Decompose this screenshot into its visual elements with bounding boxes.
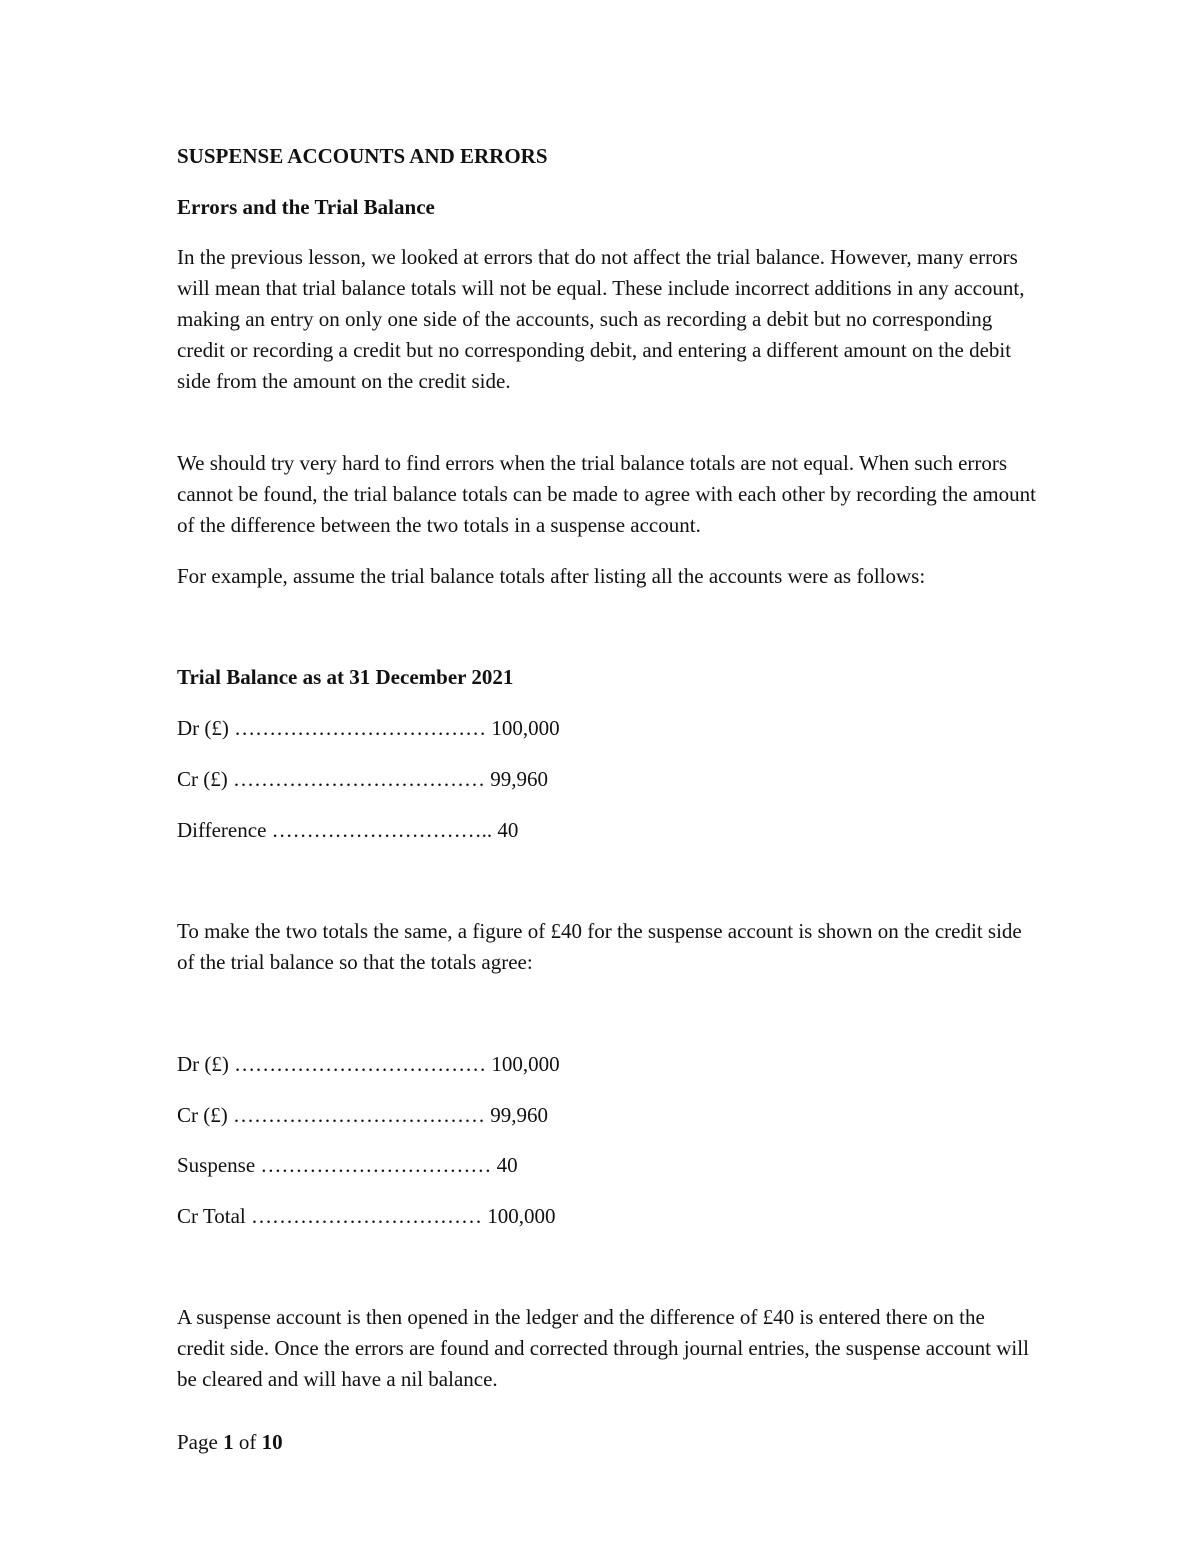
- footer-current-page: 1: [223, 1430, 234, 1454]
- footer-of-word: of: [238, 1430, 257, 1454]
- trial-balance-heading: Trial Balance as at 31 December 2021: [177, 665, 514, 689]
- trial-balance-difference-line: Difference ………………………….. 40: [177, 818, 519, 842]
- adjustment-paragraph: To make the two totals the same, a figure of £40 for the suspense account is shown on the credit side of the trial balance so that the totals agree:: [177, 919, 1022, 974]
- section-heading: Errors and the Trial Balance: [177, 195, 435, 219]
- example-intro-paragraph: For example, assume the trial balance totals after listing all the accounts were as follows:: [177, 564, 926, 588]
- adjusted-suspense-line: Suspense …………………………… 40: [177, 1153, 518, 1177]
- footer-page-word: Page: [177, 1430, 218, 1454]
- adjusted-dr-line: Dr (£) ……………………………… 100,000: [177, 1052, 560, 1076]
- footer-total-pages: 10: [261, 1430, 283, 1454]
- closing-paragraph: A suspense account is then opened in the ledger and the difference of £40 is entered there on the credit side. Once the errors are found and corrected through journal entries, the suspense account will be cleared and will have a nil balance.: [177, 1305, 1029, 1391]
- suspense-explanation-paragraph: We should try very hard to find errors when the trial balance totals are not equal. When such errors cannot be found, the trial balance totals can be made to agree with each other by recording the amount of the difference between the two totals in a suspense account.: [177, 451, 1036, 537]
- intro-paragraph: In the previous lesson, we looked at errors that do not affect the trial balance. However, many errors will mean that trial balance totals will not be equal. These include incorrect additions in any account, making an entry on only one side of the accounts, such as recording a debit but no corresponding credit or recording a credit but no corresponding debit, and entering a different amount on the debit side from the amount on the credit side.: [177, 245, 1025, 393]
- trial-balance-cr-line: Cr (£) ……………………………… 99,960: [177, 767, 548, 791]
- adjusted-cr-line: Cr (£) ……………………………… 99,960: [177, 1103, 548, 1127]
- adjusted-cr-total-line: Cr Total …………………………… 100,000: [177, 1204, 556, 1228]
- document-title: SUSPENSE ACCOUNTS AND ERRORS: [177, 144, 548, 168]
- page-footer: [177, 1427, 283, 1458]
- trial-balance-dr-line: Dr (£) ……………………………… 100,000: [177, 716, 560, 740]
